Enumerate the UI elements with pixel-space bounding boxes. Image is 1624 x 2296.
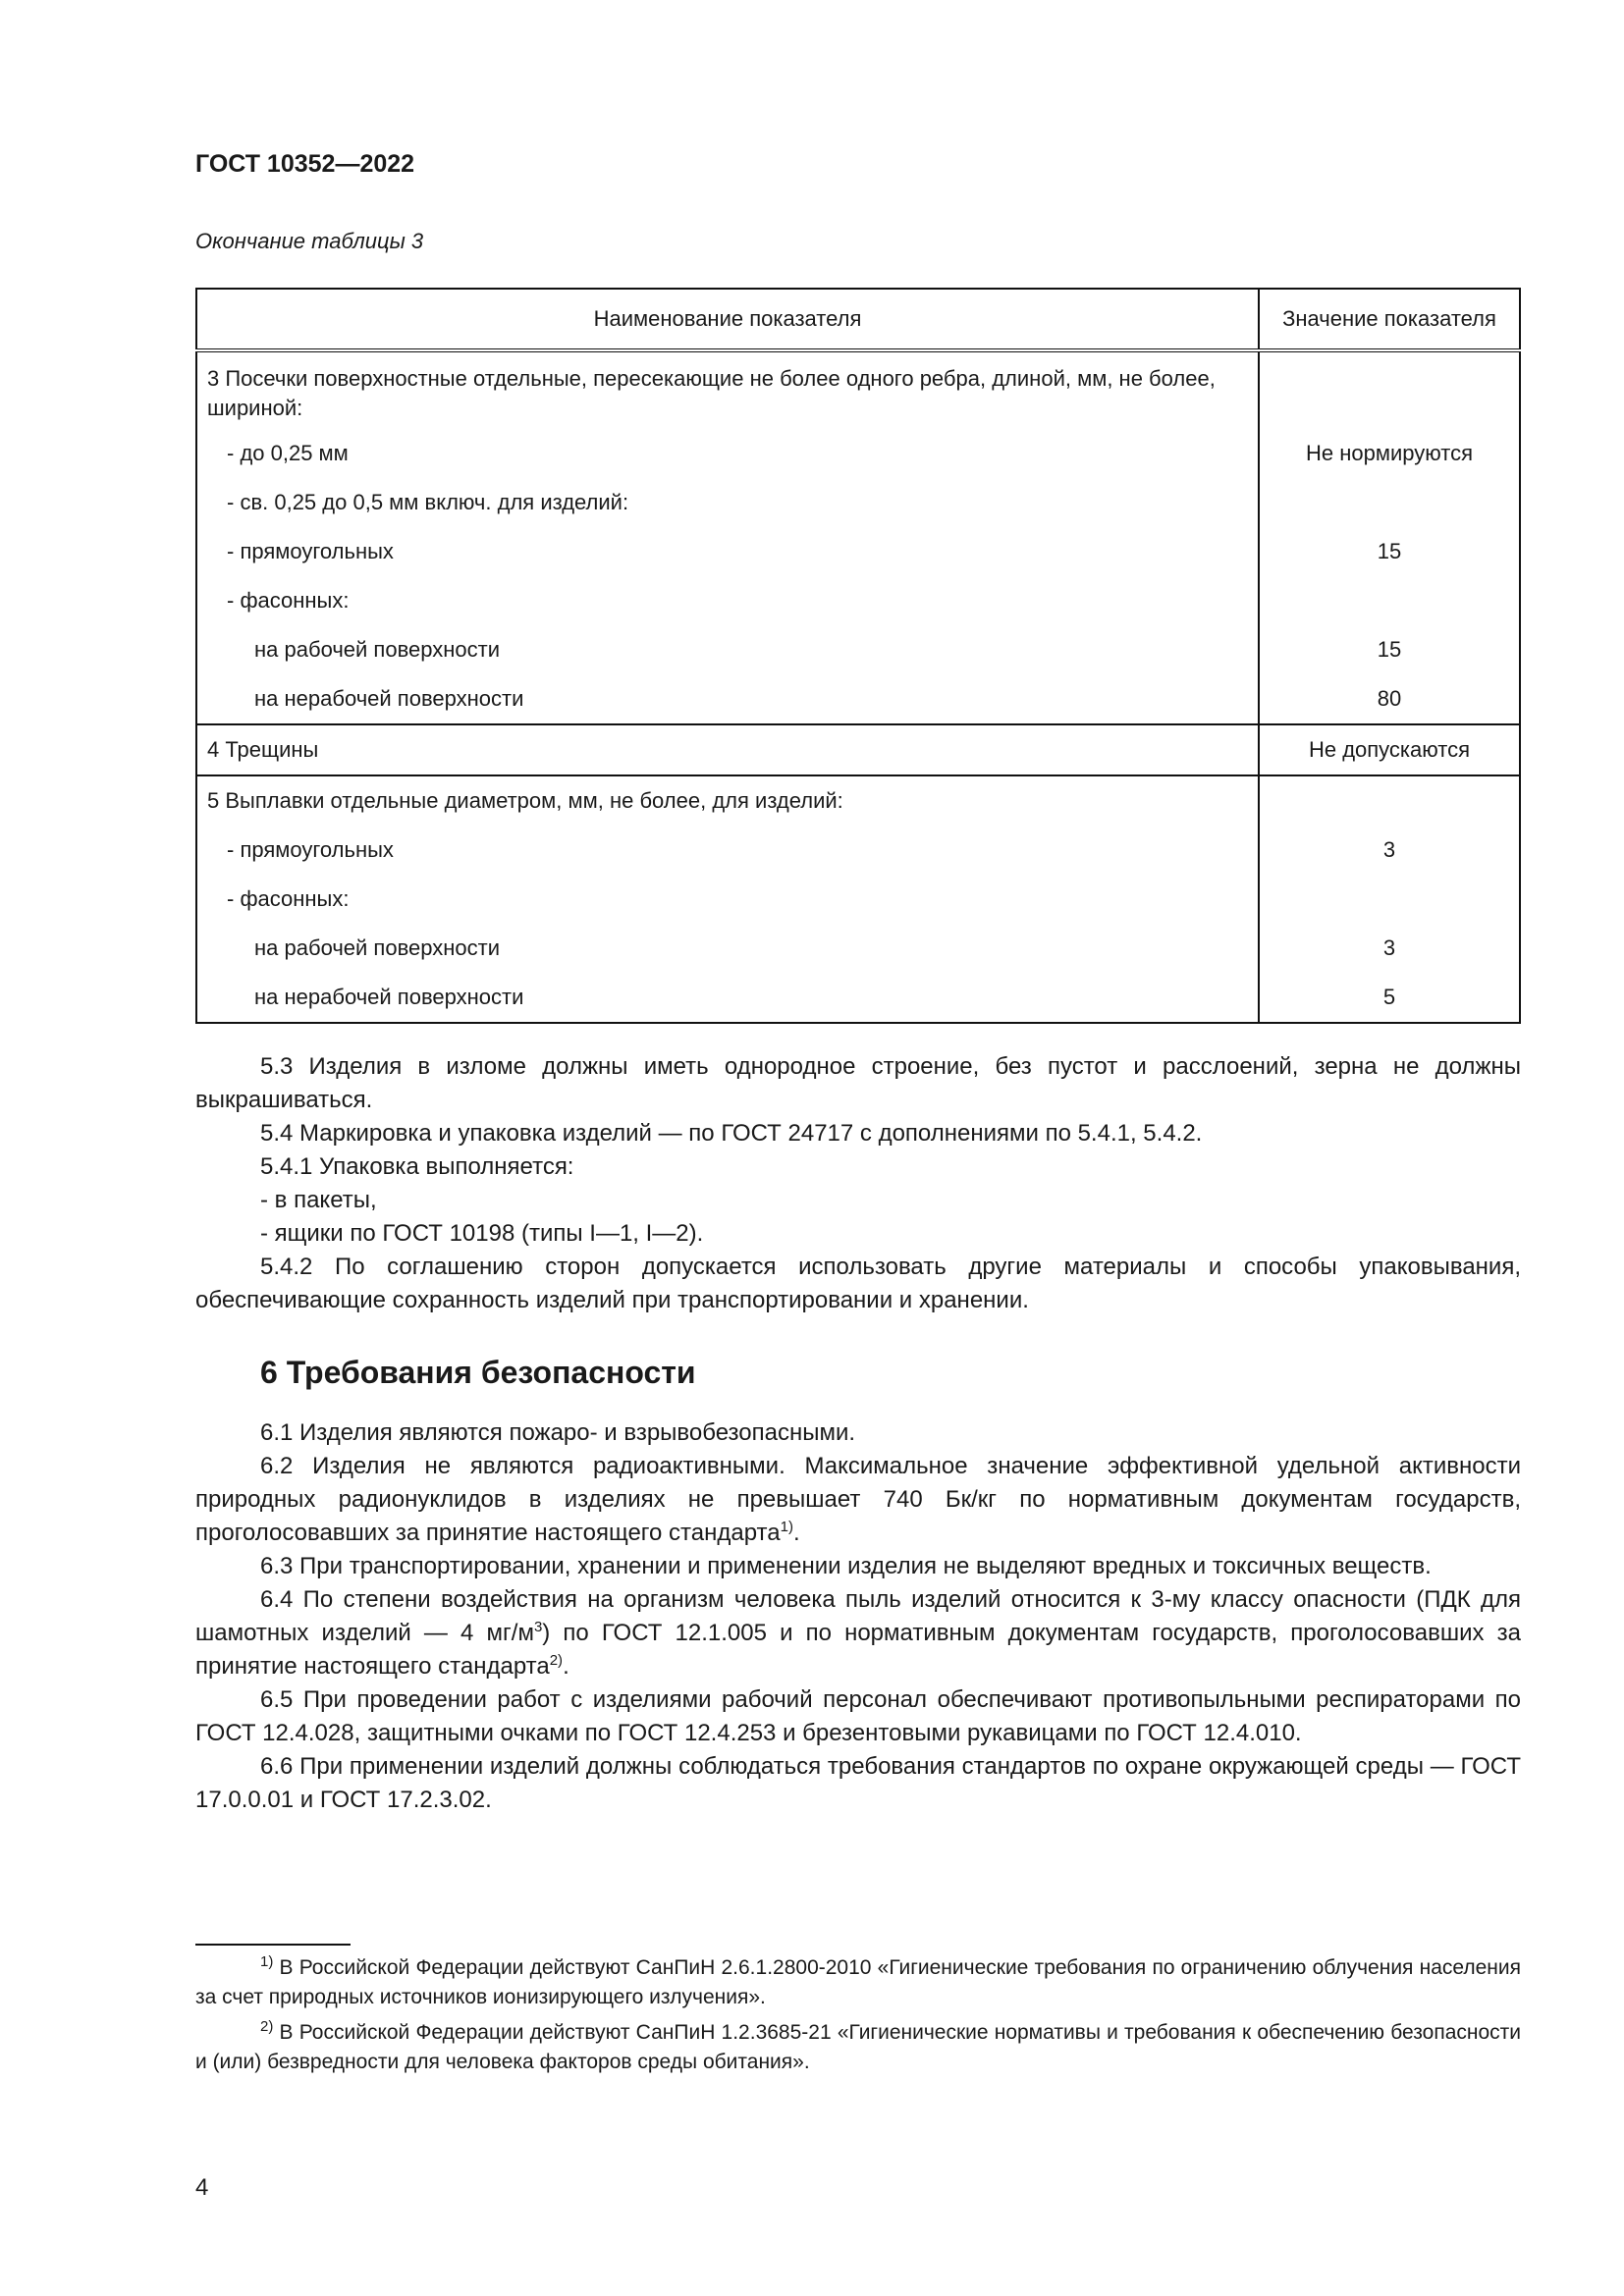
table-row bbox=[196, 724, 1520, 775]
cell-value bbox=[1259, 350, 1520, 429]
table-row bbox=[196, 875, 1520, 924]
table-caption: Окончание таблицы 3 bbox=[195, 229, 424, 253]
cell-name: - фасонных: bbox=[196, 576, 1259, 625]
table-row bbox=[196, 625, 1520, 674]
paragraph: 6.3 При транспортировании, хранении и применении изделия не выделяют вредных и токсичных веществ. bbox=[260, 1553, 1432, 1579]
column-header-name: Наименование показателя bbox=[196, 289, 1259, 350]
footnote-divider bbox=[195, 1944, 351, 1946]
cell-value: 5 bbox=[1259, 973, 1520, 1023]
paragraph: 5.4.1 Упаковка выполняется: bbox=[260, 1153, 574, 1180]
footnotes bbox=[195, 1953, 1521, 2077]
footnote bbox=[195, 1953, 1521, 2012]
cell-value bbox=[1259, 875, 1520, 924]
paragraph: 5.3 Изделия в изломе должны иметь однородное строение, без пустот и расслоений, зерна не должны выкрашиваться. bbox=[195, 1053, 1521, 1113]
cell-value: 15 bbox=[1259, 527, 1520, 576]
section-6-text bbox=[195, 1416, 1521, 1817]
cell-name: - св. 0,25 до 0,5 мм включ. для изделий: bbox=[196, 478, 1259, 527]
cell-value bbox=[1259, 478, 1520, 527]
cell-name: 3 Посечки поверхностные отдельные, пересекающие не более одного ребра, длиной, мм, не более, шириной: bbox=[196, 350, 1259, 429]
cell-value: 15 bbox=[1259, 625, 1520, 674]
cell-value: 80 bbox=[1259, 674, 1520, 724]
table-row bbox=[196, 478, 1520, 527]
table-row bbox=[196, 576, 1520, 625]
footnote bbox=[195, 2018, 1521, 2077]
table-row bbox=[196, 429, 1520, 478]
footnote-mark: 2) bbox=[260, 2018, 274, 2035]
cell-name: 4 Трещины bbox=[196, 724, 1259, 775]
column-header-value: Значение показателя bbox=[1259, 289, 1520, 350]
footnote-mark: 1) bbox=[260, 1953, 274, 1970]
cell-value bbox=[1259, 576, 1520, 625]
cell-value: 3 bbox=[1259, 826, 1520, 875]
footnote-text: В Российской Федерации действуют СанПиН 2.6.1.2800-2010 «Гигиенические требования по ограничению облучения населения за счет природных источников ионизирующего излучения». bbox=[195, 1956, 1521, 2008]
cell-value: Не допускаются bbox=[1259, 724, 1520, 775]
cell-name: - прямоугольных bbox=[196, 527, 1259, 576]
footnote-ref[interactable]: 2) bbox=[549, 1652, 564, 1669]
paragraph: 6.1 Изделия являются пожаро- и взрывобезопасными. bbox=[260, 1419, 856, 1446]
list-item: - в пакеты, bbox=[260, 1187, 377, 1213]
table-row bbox=[196, 775, 1520, 826]
footnote-text: В Российской Федерации действуют СанПиН 1.2.3685-21 «Гигиенические нормативы и требования к обеспечению безопасности и (или) безвредности для человека факторов среды обитания». bbox=[195, 2021, 1521, 2073]
cell-name: - до 0,25 мм bbox=[196, 429, 1259, 478]
table-header-row bbox=[196, 289, 1520, 350]
paragraph: 5.4 Маркировка и упаковка изделий — по ГОСТ 24717 с дополнениями по 5.4.1, 5.4.2. bbox=[260, 1120, 1203, 1147]
paragraph: 6.5 При проведении работ с изделиями рабочий персонал обеспечивают противопыльными респираторами по ГОСТ 12.4.028, защитными очками по ГОСТ 12.4.253 и брезентовыми рукавицами по ГОСТ 12.4.010. bbox=[195, 1686, 1521, 1746]
paragraph-text: 6.2 Изделия не являются радиоактивными. Максимальное значение эффективной удельной активности природных радионуклидов в изделиях не превышает 740 Бк/кг по нормативным документам государств, проголосовавших за принятие настоящего стандарта bbox=[195, 1453, 1521, 1546]
paragraph-text: 6.4 По степени воздействия на организм человека пыль изделий относится к 3-му классу опасности (ПДК для шамотных изделий — 4 мг/м bbox=[195, 1586, 1521, 1646]
table-row bbox=[196, 527, 1520, 576]
page-number: 4 bbox=[195, 2174, 209, 2201]
paragraph: 6.6 При применении изделий должны соблюдаться требования стандартов по охране окружающей среды — ГОСТ 17.0.0.01 и ГОСТ 17.2.3.02. bbox=[195, 1753, 1521, 1813]
cell-name: на нерабочей поверхности bbox=[196, 973, 1259, 1023]
cell-name: 5 Выплавки отдельные диаметром, мм, не более, для изделий: bbox=[196, 775, 1259, 826]
cell-value: 3 bbox=[1259, 924, 1520, 973]
cell-name: на нерабочей поверхности bbox=[196, 674, 1259, 724]
table-row bbox=[196, 350, 1520, 429]
superscript: 3 bbox=[533, 1619, 543, 1635]
cell-value bbox=[1259, 775, 1520, 826]
document-code: ГОСТ 10352—2022 bbox=[195, 150, 415, 178]
paragraph-text: ) по ГОСТ 12.1.005 и по нормативным документам государств, проголосовавших за принятие настоящего стандарта bbox=[195, 1620, 1521, 1680]
list-item: - ящики по ГОСТ 10198 (типы I—1, I—2). bbox=[260, 1220, 704, 1247]
table-row bbox=[196, 973, 1520, 1023]
paragraph: 5.4.2 По соглашению сторон допускается использовать другие материалы и способы упаковывания, обеспечивающие сохранность изделий при транспортировании и хранении. bbox=[195, 1254, 1521, 1313]
paragraph: 6.4 По степени воздействия на организм человека пыль изделий относится к 3-му классу опасности (ПДК для шамотных изделий — 4 $мг/м^3$) по ГОСТ 12.1.005 и по нормативным документам государств, проголосовавших за принятие настоящего стандарта$^{2)}$. bbox=[195, 1586, 1521, 1680]
cell-value: Не нормируются bbox=[1259, 429, 1520, 478]
cell-name: - фасонных: bbox=[196, 875, 1259, 924]
section-heading: 6 Требования безопасности bbox=[260, 1355, 696, 1390]
section-5-text bbox=[195, 1050, 1521, 1317]
table-row bbox=[196, 826, 1520, 875]
cell-name: на рабочей поверхности bbox=[196, 625, 1259, 674]
paragraph: 6.2 Изделия не являются радиоактивными. Максимальное значение эффективной удельной активности природных радионуклидов в изделиях не превышает 740 Бк/кг по нормативным документам государств, проголосовавших за принятие настоящего стандарта$^{1)}$. bbox=[195, 1453, 1521, 1546]
table-row bbox=[196, 674, 1520, 724]
requirements-table bbox=[195, 288, 1521, 1024]
table-row bbox=[196, 924, 1520, 973]
cell-name: на рабочей поверхности bbox=[196, 924, 1259, 973]
cell-name: - прямоугольных bbox=[196, 826, 1259, 875]
footnote-ref[interactable]: 1) bbox=[780, 1519, 793, 1535]
